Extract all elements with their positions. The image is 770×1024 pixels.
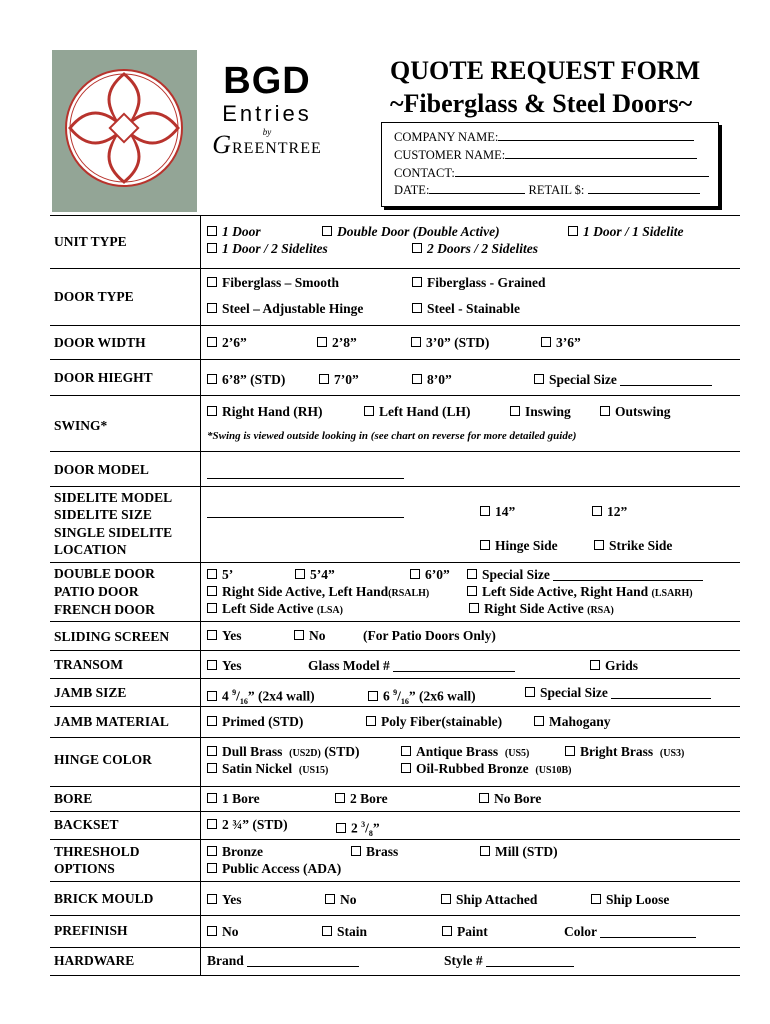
opt-width-36[interactable]: 3’6” — [541, 335, 581, 351]
row-door-model — [50, 452, 740, 487]
row-backset — [50, 812, 740, 840]
opt-steel-adjustable[interactable]: Steel – Adjustable Hinge — [207, 301, 363, 317]
row-transom — [50, 651, 740, 679]
row-hardware — [50, 948, 740, 976]
opt-oil-rubbed-bronze[interactable]: Oil-Rubbed Bronze (US10B) — [401, 761, 572, 779]
row-double-door — [50, 563, 740, 622]
brand-name: BGD — [223, 60, 311, 102]
sidelite-model-field[interactable] — [207, 504, 404, 520]
checkbox[interactable] — [207, 586, 217, 596]
opt-width-28[interactable]: 2’8” — [317, 335, 357, 351]
checkbox[interactable] — [207, 243, 217, 253]
checkbox[interactable] — [207, 277, 217, 287]
brand-logo — [207, 62, 327, 159]
swing-note: *Swing is viewed outside looking in (see chart on reverse for more detailed guide) — [207, 430, 577, 442]
opt-no-bore[interactable]: No Bore — [479, 791, 541, 807]
opt-fiberglass-grained[interactable]: Fiberglass - Grained — [412, 275, 546, 291]
opt-brick-no[interactable]: No — [325, 892, 357, 908]
checkbox[interactable] — [412, 374, 422, 384]
special-height-line[interactable] — [620, 372, 712, 386]
glass-model-field[interactable]: Glass Model # — [308, 658, 515, 674]
checkbox[interactable] — [592, 506, 602, 516]
opt-screen-yes[interactable]: Yes — [207, 628, 242, 644]
checkbox[interactable] — [480, 506, 490, 516]
checkbox[interactable] — [480, 846, 490, 856]
label-single-sidelite: SINGLE SIDELITE — [54, 525, 173, 540]
checkbox[interactable] — [207, 226, 217, 236]
opt-paint[interactable]: Paint — [442, 924, 488, 940]
opt-antique-brass[interactable]: Antique Brass (US5) — [401, 744, 529, 762]
brand-line[interactable] — [247, 953, 359, 967]
checkbox[interactable] — [207, 793, 217, 803]
checkbox[interactable] — [467, 569, 477, 579]
opt-brick-yes[interactable]: Yes — [207, 892, 242, 908]
checkbox[interactable] — [541, 337, 551, 347]
opt-jamb-49-16[interactable]: 4 $^9/_{16}$” (2x4 wall) — [207, 685, 315, 710]
checkbox[interactable] — [295, 569, 305, 579]
checkbox[interactable] — [368, 691, 378, 701]
emblem-graphic — [52, 50, 197, 212]
opt-dd-60[interactable]: 6’0” — [410, 567, 450, 583]
checkbox[interactable] — [534, 716, 544, 726]
date-retail-field[interactable] — [394, 181, 700, 198]
row-bore — [50, 787, 740, 812]
opt-height-70[interactable]: 7’0” — [319, 372, 359, 388]
contact-field[interactable] — [394, 164, 709, 181]
opt-lsarh[interactable]: Left Side Active, Right Hand (LSARH) — [467, 584, 693, 602]
row-door-type — [50, 268, 740, 326]
label-location: LOCATION — [54, 542, 127, 557]
form-title: QUOTE REQUEST FORM — [390, 56, 701, 85]
row-sliding-screen — [50, 622, 740, 651]
checkbox[interactable] — [351, 846, 361, 856]
opt-right-hand[interactable]: Right Hand (RH) — [207, 404, 323, 420]
checkbox[interactable] — [565, 746, 575, 756]
label-transom: TRANSOM — [54, 657, 124, 672]
label-sliding-screen: SLIDING SCREEN — [54, 629, 170, 644]
label-sidelite-size: SIDELITE SIZE — [54, 507, 152, 522]
opt-1-door-2-sidelites[interactable]: 1 Door / 2 Sidelites — [207, 241, 328, 257]
label-prefinish: PREFINISH — [54, 923, 128, 938]
checkbox[interactable] — [336, 823, 346, 833]
sidelite-model-line[interactable] — [207, 504, 404, 518]
label-patio-door: PATIO DOOR — [54, 584, 139, 599]
opt-hinge-side[interactable]: Hinge Side — [480, 538, 558, 554]
opt-primed[interactable]: Primed (STD) — [207, 714, 303, 730]
checkbox[interactable] — [335, 793, 345, 803]
checkbox[interactable] — [207, 603, 217, 613]
customer-name-field[interactable] — [394, 146, 697, 163]
row-brick-mould — [50, 882, 740, 916]
date-label: DATE: — [394, 183, 430, 197]
checkbox[interactable] — [366, 716, 376, 726]
checkbox[interactable] — [410, 569, 420, 579]
opt-lsa[interactable]: Left Side Active (LSA) — [207, 601, 343, 619]
opt-stain[interactable]: Stain — [322, 924, 367, 940]
opt-backset-234[interactable]: 2 ¾” (STD) — [207, 817, 288, 833]
customer-name-line[interactable] — [505, 146, 697, 159]
retail-line[interactable] — [588, 181, 700, 194]
opt-dull-brass[interactable]: Dull Brass (US2D) (STD) — [207, 744, 359, 762]
brand-partner-initial: G — [212, 130, 232, 159]
label-french-door: FRENCH DOOR — [54, 602, 155, 617]
opt-width-30[interactable]: 3’0” (STD) — [411, 335, 489, 351]
row-door-width — [50, 326, 740, 360]
label-door-model: DOOR MODEL — [54, 462, 149, 477]
checkbox[interactable] — [412, 303, 422, 313]
checkbox[interactable] — [401, 763, 411, 773]
opt-public-access[interactable]: Public Access (ADA) — [207, 861, 341, 877]
checkbox[interactable] — [411, 337, 421, 347]
color-line[interactable] — [600, 924, 696, 938]
opt-jamb-69-16[interactable]: 6 $^9/_{16}$” (2x6 wall) — [368, 685, 476, 710]
screen-note: (For Patio Doors Only) — [363, 628, 496, 643]
row-threshold — [50, 840, 740, 882]
opt-mill[interactable]: Mill (STD) — [480, 844, 558, 860]
checkbox[interactable] — [294, 630, 304, 640]
checkbox[interactable] — [441, 894, 451, 904]
checkbox[interactable] — [322, 226, 332, 236]
label-hardware: HARDWARE — [54, 953, 135, 968]
checkbox[interactable] — [534, 374, 544, 384]
opt-mahogany[interactable]: Mahogany — [534, 714, 611, 730]
checkbox[interactable] — [412, 277, 422, 287]
opt-transom-yes[interactable]: Yes — [207, 658, 242, 674]
company-name-field[interactable] — [394, 128, 694, 145]
glass-model-line[interactable] — [393, 658, 515, 672]
checkbox[interactable] — [319, 374, 329, 384]
checkbox[interactable] — [207, 374, 217, 384]
checkbox[interactable] — [590, 660, 600, 670]
opt-width-26[interactable]: 2’6” — [207, 335, 247, 351]
dd-special-line[interactable] — [553, 567, 703, 581]
opt-steel-stainable[interactable]: Steel - Stainable — [412, 301, 520, 317]
contact-label: CONTACT: — [394, 166, 455, 180]
checkbox[interactable] — [317, 337, 327, 347]
checkbox[interactable] — [207, 746, 217, 756]
row-sidelite — [50, 487, 740, 563]
row-door-height — [50, 360, 740, 396]
row-jamb-size — [50, 679, 740, 707]
opt-inswing[interactable]: Inswing — [510, 404, 571, 420]
label-backset: BACKSET — [54, 817, 119, 832]
checkbox[interactable] — [594, 540, 604, 550]
color-field[interactable]: Color — [564, 924, 696, 940]
checkbox[interactable] — [207, 894, 217, 904]
row-prefinish — [50, 916, 740, 948]
brand-partner-rest: REENTREE — [232, 140, 322, 157]
style-line[interactable] — [486, 953, 574, 967]
customer-name-label: CUSTOMER NAME: — [394, 148, 506, 162]
checkbox[interactable] — [322, 926, 332, 936]
opt-screen-no[interactable]: No — [294, 628, 326, 644]
checkbox[interactable] — [469, 603, 479, 613]
opt-brass[interactable]: Brass — [351, 844, 398, 860]
checkbox[interactable] — [207, 569, 217, 579]
opt-left-hand[interactable]: Left Hand (LH) — [364, 404, 471, 420]
checkbox[interactable] — [207, 716, 217, 726]
checkbox[interactable] — [207, 763, 217, 773]
opt-grids[interactable]: Grids — [590, 658, 638, 674]
checkbox[interactable] — [412, 243, 422, 253]
opt-jamb-special[interactable]: Special Size — [525, 685, 711, 701]
opt-height-80[interactable]: 8’0” — [412, 372, 452, 388]
opt-dd-54[interactable]: 5’4” — [295, 567, 335, 583]
checkbox[interactable] — [207, 926, 217, 936]
opt-1-door-1-sidelite[interactable]: 1 Door / 1 Sidelite — [568, 224, 684, 240]
opt-prefinish-no[interactable]: No — [207, 924, 239, 940]
opt-2-doors-2-sidelites[interactable]: 2 Doors / 2 Sidelites — [412, 241, 538, 257]
company-name-line[interactable] — [498, 128, 694, 141]
opt-1-door[interactable]: 1 Door — [207, 224, 261, 240]
opt-sidelite-14[interactable]: 14” — [480, 504, 515, 520]
door-model-field[interactable] — [207, 465, 404, 481]
checkbox[interactable] — [401, 746, 411, 756]
checkbox[interactable] — [207, 819, 217, 829]
label-door-type: DOOR TYPE — [54, 289, 134, 304]
checkbox[interactable] — [480, 540, 490, 550]
label-double-door: DOUBLE DOOR — [54, 566, 155, 581]
checkbox[interactable] — [325, 894, 335, 904]
opt-dd-special[interactable]: Special Size — [467, 567, 703, 583]
opt-1-bore[interactable]: 1 Bore — [207, 791, 260, 807]
brand-sub: Entries — [222, 101, 312, 126]
opt-dd-5[interactable]: 5’ — [207, 567, 233, 583]
opt-bronze[interactable]: Bronze — [207, 844, 263, 860]
label-brick-mould: BRICK MOULD — [54, 891, 154, 906]
opt-fiberglass-smooth[interactable]: Fiberglass – Smooth — [207, 275, 339, 291]
label-bore: BORE — [54, 791, 93, 806]
checkbox[interactable] — [207, 691, 217, 701]
label-sidelite-model: SIDELITE MODEL — [54, 490, 173, 505]
checkbox[interactable] — [525, 687, 535, 697]
label-swing: SWING* — [54, 418, 108, 433]
row-hinge-color — [50, 738, 740, 787]
checkbox[interactable] — [568, 226, 578, 236]
row-swing — [50, 396, 740, 452]
checkbox[interactable] — [207, 660, 217, 670]
opt-rsalh[interactable]: Right Side Active, Left Hand(RSALH) — [207, 584, 429, 602]
opt-rsa[interactable]: Right Side Active (RSA) — [469, 601, 614, 619]
opt-height-68[interactable]: 6’8” (STD) — [207, 372, 285, 388]
opt-height-special[interactable]: Special Size — [534, 372, 712, 388]
opt-bright-brass[interactable]: Bright Brass (US3) — [565, 744, 684, 762]
opt-ship-attached[interactable]: Ship Attached — [441, 892, 537, 908]
label-hinge-color: HINGE COLOR — [54, 752, 152, 767]
checkbox[interactable] — [467, 586, 477, 596]
checkbox[interactable] — [207, 846, 217, 856]
checkbox[interactable] — [207, 630, 217, 640]
opt-poly-fiber[interactable]: Poly Fiber(stainable) — [366, 714, 502, 730]
checkbox[interactable] — [591, 894, 601, 904]
customer-info-box — [381, 122, 719, 207]
checkbox[interactable] — [207, 337, 217, 347]
retail-label: RETAIL $: — [528, 183, 585, 197]
form-subtitle: ~Fiberglass & Steel Doors~ — [390, 89, 693, 118]
checkbox[interactable] — [207, 863, 217, 873]
label-jamb-material: JAMB MATERIAL — [54, 714, 169, 729]
style-field[interactable]: Style # — [444, 953, 574, 969]
row-jamb-material — [50, 707, 740, 738]
checkbox[interactable] — [364, 406, 374, 416]
opt-double-door[interactable]: Double Door (Double Active) — [322, 224, 500, 240]
row-unit-type — [50, 215, 740, 269]
label-options: OPTIONS — [54, 861, 115, 876]
logo-emblem — [52, 50, 197, 212]
opt-sidelite-12[interactable]: 12” — [592, 504, 627, 520]
jamb-special-line[interactable] — [611, 685, 711, 699]
checkbox[interactable] — [207, 303, 217, 313]
checkbox[interactable] — [510, 406, 520, 416]
brand-field[interactable]: Brand — [207, 953, 359, 969]
checkbox[interactable] — [442, 926, 452, 936]
checkbox[interactable] — [207, 406, 217, 416]
label-jamb-size: JAMB SIZE — [54, 685, 127, 700]
opt-strike-side[interactable]: Strike Side — [594, 538, 672, 554]
door-model-line[interactable] — [207, 465, 404, 479]
company-name-label: COMPANY NAME: — [394, 130, 499, 144]
opt-outswing[interactable]: Outswing — [600, 404, 671, 420]
opt-2-bore[interactable]: 2 Bore — [335, 791, 388, 807]
opt-satin-nickel[interactable]: Satin Nickel (US15) — [207, 761, 328, 779]
checkbox[interactable] — [600, 406, 610, 416]
checkbox[interactable] — [479, 793, 489, 803]
label-door-height: DOOR HIEGHT — [54, 370, 153, 385]
label-unit-type: UNIT TYPE — [54, 234, 127, 249]
contact-line[interactable] — [455, 164, 709, 177]
label-threshold: THRESHOLD — [54, 844, 140, 859]
opt-ship-loose[interactable]: Ship Loose — [591, 892, 669, 908]
opt-backset-238[interactable]: 2 $^3/_8$” — [336, 817, 380, 842]
brand-by: by — [262, 127, 272, 137]
label-door-width: DOOR WIDTH — [54, 335, 146, 350]
date-line[interactable] — [429, 181, 525, 194]
